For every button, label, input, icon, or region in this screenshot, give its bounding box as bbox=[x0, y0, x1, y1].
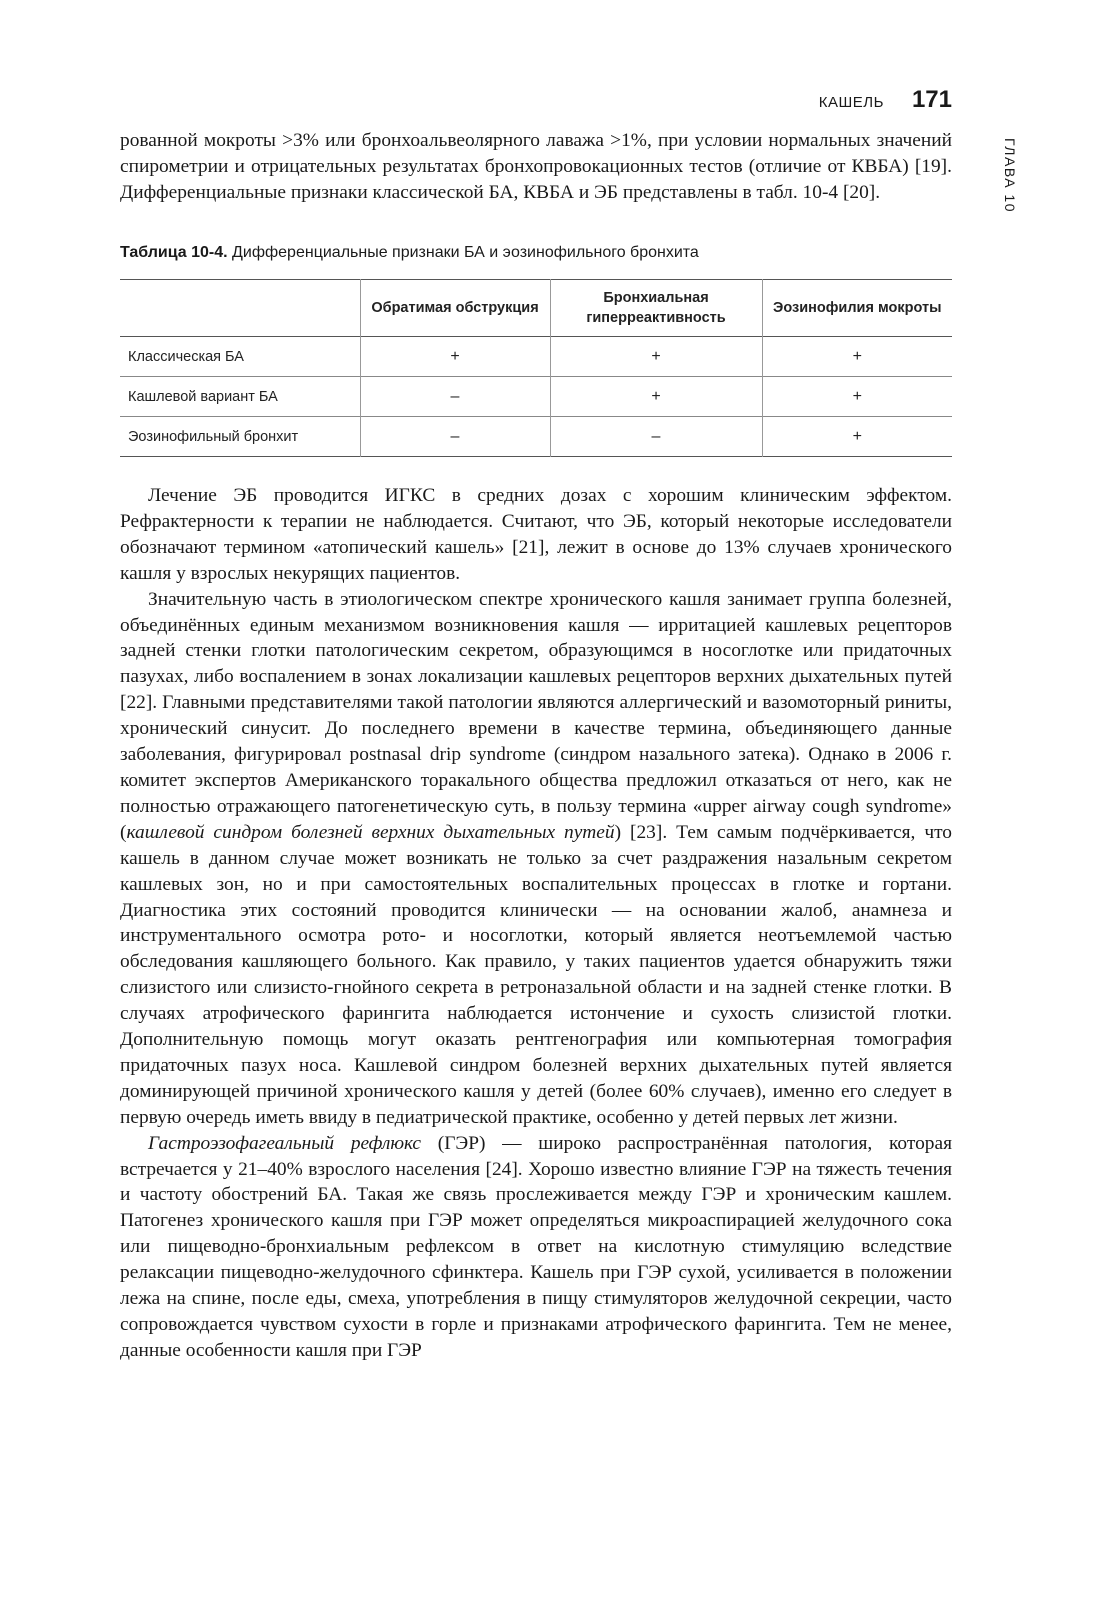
differential-table bbox=[120, 279, 952, 457]
running-head bbox=[120, 86, 952, 114]
table-header-empty bbox=[120, 280, 360, 337]
italic-term: Гастроэзофагеальный рефлюкс bbox=[148, 1132, 421, 1154]
table-cell: – bbox=[360, 417, 550, 457]
table-cell: – bbox=[360, 377, 550, 417]
table-header-row bbox=[120, 280, 952, 337]
table-caption-label: Таблица 10-4. bbox=[120, 244, 228, 261]
paragraph-text: ) [23]. Тем самым подчёркивается, что кашель в данном случае может возникать не только за счет раздражения назальным секретом кашлевых зон, но и при самостоятельных воспалительных процессах в глотке и гортани. Диагностика этих состояний проводится клинически — на основании жалоб, анамнеза и инструментального осмотра рото- и носоглотки, который является неотъемлемой частью обследования кашляющего больного. Как правило, у таких пациентов удается обнаружить тяжи слизистого или слизисто-гнойного секрета в ретроназальной области и на задней стенке глотки. В случаях атрофического фарингита наблюдается истончение и сухость слизистой глотки. Дополнительную помощь могут оказать рентгенография или компьютерная томография придаточных пазух носа. Кашлевой синдром болезней верхних дыхательных путей является доминирующей причиной хронического кашля у детей (более 60% случаев), именно его следует в первую очередь иметь ввиду в педиатрической практике, особенно у детей первых лет жизни. bbox=[120, 821, 952, 1128]
running-title: КАШЕЛЬ bbox=[818, 94, 884, 111]
table-cell: + bbox=[762, 337, 952, 377]
body-text bbox=[120, 483, 952, 1364]
table-cell: – bbox=[550, 417, 762, 457]
row-label: Классическая БА bbox=[128, 348, 244, 365]
paragraph-text: Значительную часть в этиологическом спектре хронического кашля занимает группа болезней, объединённых единым механизмом возникновения кашля — ирритацией кашлевых рецепторов задней стенки глотки патологическим секретом, образующимся в носоглотке или придаточных пазухах, либо воспалением в зонах локализации кашлевых рецепторов верхних дыхательных путей [22]. Главными представителями такой патологии являются аллергический и вазомоторный риниты, хронический синусит. До последнего времени в качестве термина, объединяющего данные заболевания, фигурировал postnasal drip syndrome (синдром назального затека). Однако в 2006 г. комитет экспертов Американского торакального общества предложил отказаться от него, как не полностью отражающего патогенетическую суть, в пользу термина «upper airway cough syndrome» ( bbox=[120, 588, 952, 843]
row-label: Эозинофильный бронхит bbox=[128, 428, 299, 445]
page-number: 171 bbox=[911, 86, 952, 113]
paragraph-text: (ГЭР) — широко распространённая патология, которая встречается у 21–40% взрослого населения [24]. Хорошо известно влияние ГЭР на тяжесть течения и частоту обострений БА. Такая же связь прослеживается между ГЭР и хроническим кашлем. Патогенез хронического кашля при ГЭР может определяться микроаспирацией желудочного сока или пищеводно-бронхиальным рефлексом в ответ на кислотную стимуляцию вследствие релаксации пищеводно-желудочного сфинктера. Кашель при ГЭР сухой, усиливается в положении лежа на спине, после еды, смеха, употребления в пищу стимуляторов желудочной секреции, часто сопровождается чувством сухости в горле и признаками атрофического фарингита. Тем не менее, данные особенности кашля при ГЭР bbox=[120, 1132, 952, 1361]
paragraph-ger bbox=[120, 1131, 952, 1364]
table-row bbox=[120, 377, 952, 417]
table-cell: + bbox=[762, 377, 952, 417]
table-header-cell: Бронхиальная гиперреактивность bbox=[550, 280, 762, 337]
table-header-cell: Обратимая обструкция bbox=[360, 280, 550, 337]
chapter-side-tab: ГЛАВА 10 bbox=[1002, 138, 1018, 213]
table-row bbox=[120, 417, 952, 457]
table-cell: + bbox=[550, 377, 762, 417]
table-row bbox=[120, 337, 952, 377]
table-cell: + bbox=[550, 337, 762, 377]
paragraph-treatment: Лечение ЭБ проводится ИГКС в средних дозах с хорошим клиническим эффектом. Рефрактерности к терапии не наблюдается. Считают, что ЭБ, который некоторые исследователи обозначают термином «атопический кашель» [21], лежит в основе до 13% случаев хронического кашля у взрослых некурящих пациентов. bbox=[120, 485, 952, 584]
table-cell: + bbox=[360, 337, 550, 377]
intro-text bbox=[120, 128, 952, 206]
table-caption-text: Дифференциальные признаки БА и эозинофильного бронхита bbox=[227, 244, 699, 261]
table-caption bbox=[120, 244, 952, 262]
table-header-cell: Эозинофилия мокроты bbox=[762, 280, 952, 337]
italic-term: кашлевой синдром болезней верхних дыхательных путей bbox=[126, 821, 615, 843]
paragraph-uacs bbox=[120, 587, 952, 1131]
table-cell: + bbox=[762, 417, 952, 457]
intro-paragraph: рованной мокроты >3% или бронхоальвеолярного лаважа >1%, при условии нормальных значений спирометрии и отрицательных результатах бронхопровокационных тестов (отличие от КВБА) [19]. Дифференциальные признаки классической БА, КВБА и ЭБ представлены в табл. 10-4 [20]. bbox=[120, 130, 952, 203]
row-label: Кашлевой вариант БА bbox=[128, 388, 278, 405]
